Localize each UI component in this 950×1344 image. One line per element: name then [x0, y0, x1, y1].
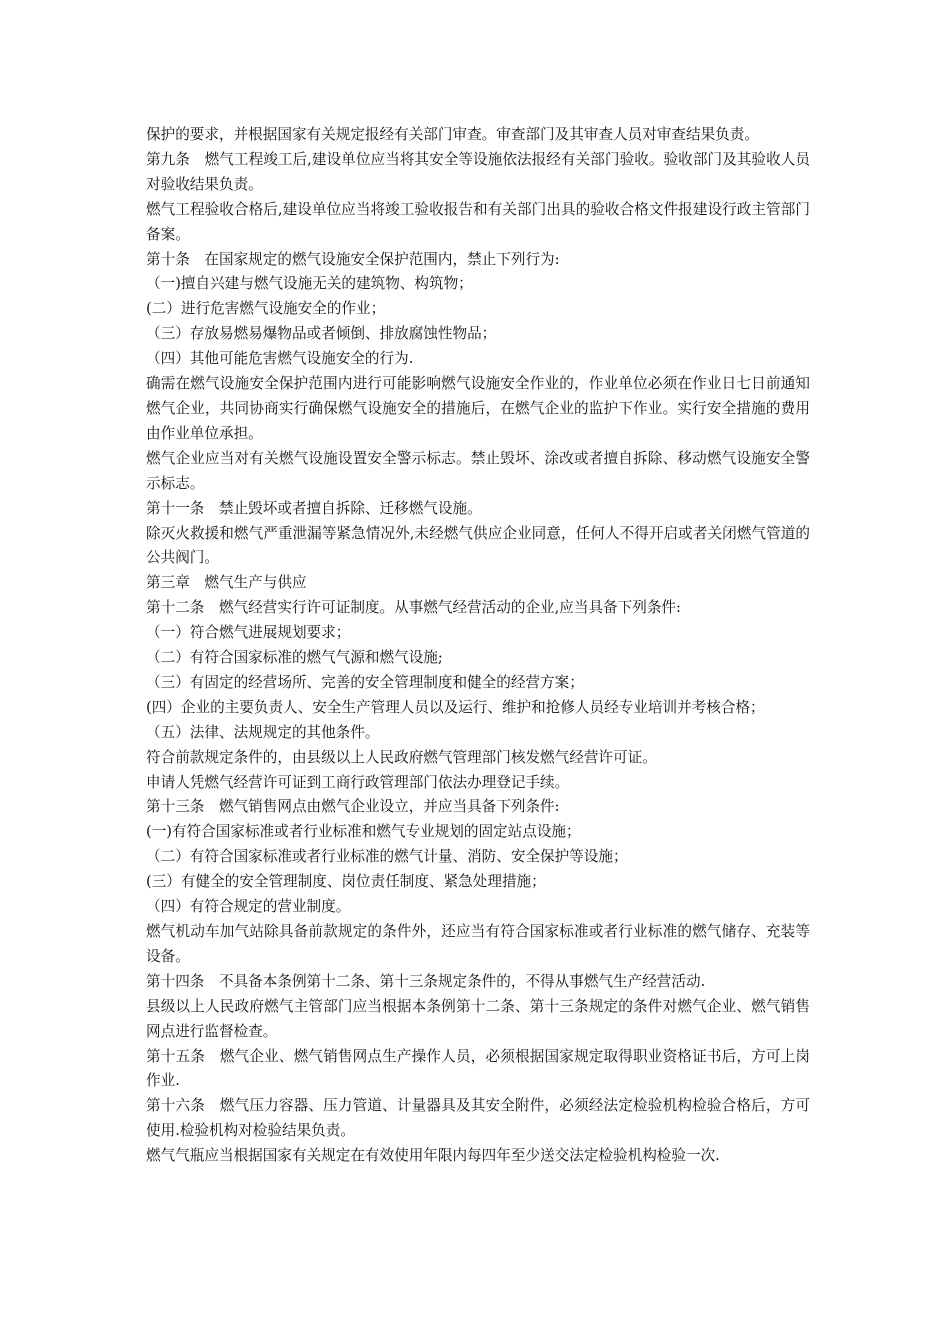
paragraph: （二）有符合国家标准的燃气气源和燃气设施;: [146, 649, 443, 667]
paragraph: （四）其他可能危害燃气设施安全的行为.: [146, 350, 414, 368]
paragraph: 燃气企业应当对有关燃气设施设置安全警示标志。禁止毁坏、涂改或者擅自拆除、移动燃气设施安全警示标志。: [146, 449, 810, 492]
paragraph: 第十条 在国家规定的燃气设施安全保护范围内，禁止下列行为:: [146, 250, 560, 268]
paragraph: 符合前款规定条件的，由县级以上人民政府燃气管理部门核发燃气经营许可证。: [146, 748, 657, 766]
paragraph: （五）法律、法规规定的其他条件。: [146, 723, 380, 741]
paragraph: (二）进行危害燃气设施安全的作业；: [146, 300, 386, 318]
paragraph: （一）符合燃气进展规划要求；: [146, 624, 351, 642]
paragraph: （三）存放易燃易爆物品或者倾倒、排放腐蚀性物品；: [146, 325, 497, 343]
paragraph: （三）有固定的经营场所、完善的安全管理制度和健全的经营方案；: [146, 673, 584, 691]
paragraph: (四）企业的主要负责人、安全生产管理人员以及运行、维护和抢修人员经专业培训并考核合格；: [146, 698, 765, 716]
chapter-heading: 第三章 燃气生产与供应: [146, 574, 307, 592]
paragraph: 除灭火救援和燃气严重泄漏等紧急情况外,未经燃气供应企业同意，任何人不得开启或者关闭燃气管道的公共阀门。: [146, 524, 810, 567]
paragraph: 申请人凭燃气经营许可证到工商行政管理部门依法办理登记手续。: [146, 773, 570, 791]
paragraph: （四）有符合规定的营业制度。: [146, 898, 351, 916]
paragraph: 保护的要求，并根据国家有关规定报经有关部门审查。审查部门及其审查人员对审查结果负责。: [146, 126, 759, 143]
paragraph: （一)擅自兴建与燃气设施无关的建筑物、构筑物；: [146, 275, 473, 293]
paragraph: 第十二条 燃气经营实行许可证制度。从事燃气经营活动的企业,应当具备下列条件:: [146, 599, 681, 617]
paragraph: （二）有符合国家标准或者行业标准的燃气计量、消防、安全保护等设施；: [146, 848, 628, 866]
paragraph: 县级以上人民政府燃气主管部门应当根据本条例第十二条、第十三条规定的条件对燃气企业、燃气销售网点进行监督检查。: [146, 997, 810, 1040]
paragraph: (三）有健全的安全管理制度、岗位责任制度、紧急处理措施；: [146, 873, 546, 891]
paragraph: 第十三条 燃气销售网点由燃气企业设立，并应当具备下列条件:: [146, 798, 560, 816]
paragraph: 燃气工程验收合格后,建设单位应当将竣工验收报告和有关部门出具的验收合格文件报建设行政主管部门备案。: [146, 200, 810, 243]
paragraph: 第九条 燃气工程竣工后,建设单位应当将其安全等设施依法报经有关部门验收。验收部门及其验收人员对验收结果负责。: [146, 150, 810, 193]
paragraph: 燃气气瓶应当根据国家有关规定在有效使用年限内每四年至少送交法定检验机构检验一次.: [146, 1147, 720, 1165]
paragraph: (一)有符合国家标准或者行业标准和燃气专业规划的固定站点设施；: [146, 823, 581, 841]
paragraph: 确需在燃气设施安全保护范围内进行可能影响燃气设施安全作业的，作业单位必须在作业日七日前通知燃气企业，共同协商实行确保燃气设施安全的措施后，在燃气企业的监护下作业。实行安全措施的费用由作业单位承担。: [146, 375, 810, 442]
document-body: [146, 123, 810, 1169]
paragraph: 第十四条 不具备本条例第十二条、第十三条规定条件的，不得从事燃气生产经营活动.: [146, 972, 706, 990]
paragraph: 第十六条 燃气压力容器、压力管道、计量器具及其安全附件，必须经法定检验机构检验合格后，方可使用.检验机构对检验结果负责。: [146, 1097, 810, 1140]
paragraph: 第十五条 燃气企业、燃气销售网点生产操作人员，必须根据国家规定取得职业资格证书后，方可上岗作业.: [146, 1047, 810, 1090]
paragraph: 燃气机动车加气站除具备前款规定的条件外，还应当有符合国家标准或者行业标准的燃气储存、充装等设备。: [146, 923, 810, 965]
paragraph: 第十一条 禁止毁坏或者擅自拆除、迁移燃气设施。: [146, 499, 482, 517]
